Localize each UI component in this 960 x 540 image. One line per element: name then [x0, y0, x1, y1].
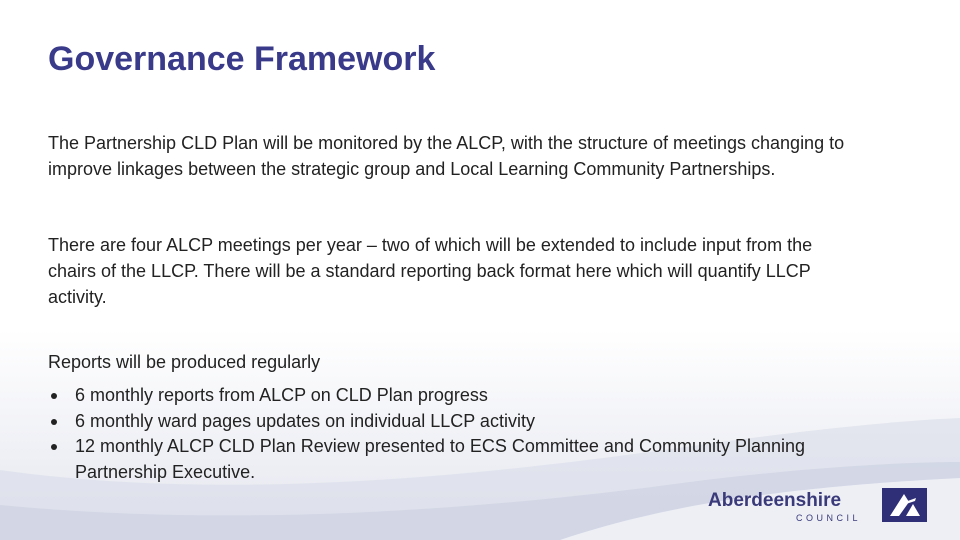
paragraph-reports-intro: Reports will be produced regularly	[48, 352, 321, 372]
reports-bullet-list	[48, 383, 848, 485]
bullet-text: 6 monthly reports from ALCP on CLD Plan progress	[75, 385, 488, 405]
list-item	[48, 383, 848, 409]
bullet-dot-icon	[51, 393, 57, 399]
council-logo	[700, 486, 936, 526]
bullet-text: 12 monthly ALCP CLD Plan Review presented to ECS Committee and Community Planning Partnership Executive.	[75, 436, 806, 482]
list-item	[48, 409, 848, 435]
logo-subtitle: COUNCIL	[796, 513, 862, 523]
paragraph-meetings: There are four ALCP meetings per year – two of which will be extended to include input from the chairs of the LLCP. There will be a standard reporting back format here which will quantify LLCP activity.	[48, 235, 813, 307]
logo-name: Aberdeenshire	[708, 490, 842, 511]
aberdeenshire-council-logo-icon	[882, 488, 927, 522]
bullet-dot-icon	[51, 419, 57, 425]
paragraph-monitoring: The Partnership CLD Plan will be monitored by the ALCP, with the structure of meetings changing to improve linkages between the strategic group and Local Learning Community Partnerships.	[48, 133, 845, 179]
bullet-text: 6 monthly ward pages updates on individual LLCP activity	[75, 410, 535, 431]
bullet-dot-icon	[51, 444, 57, 450]
page-title: Governance Framework	[48, 40, 436, 78]
list-item	[48, 434, 848, 485]
